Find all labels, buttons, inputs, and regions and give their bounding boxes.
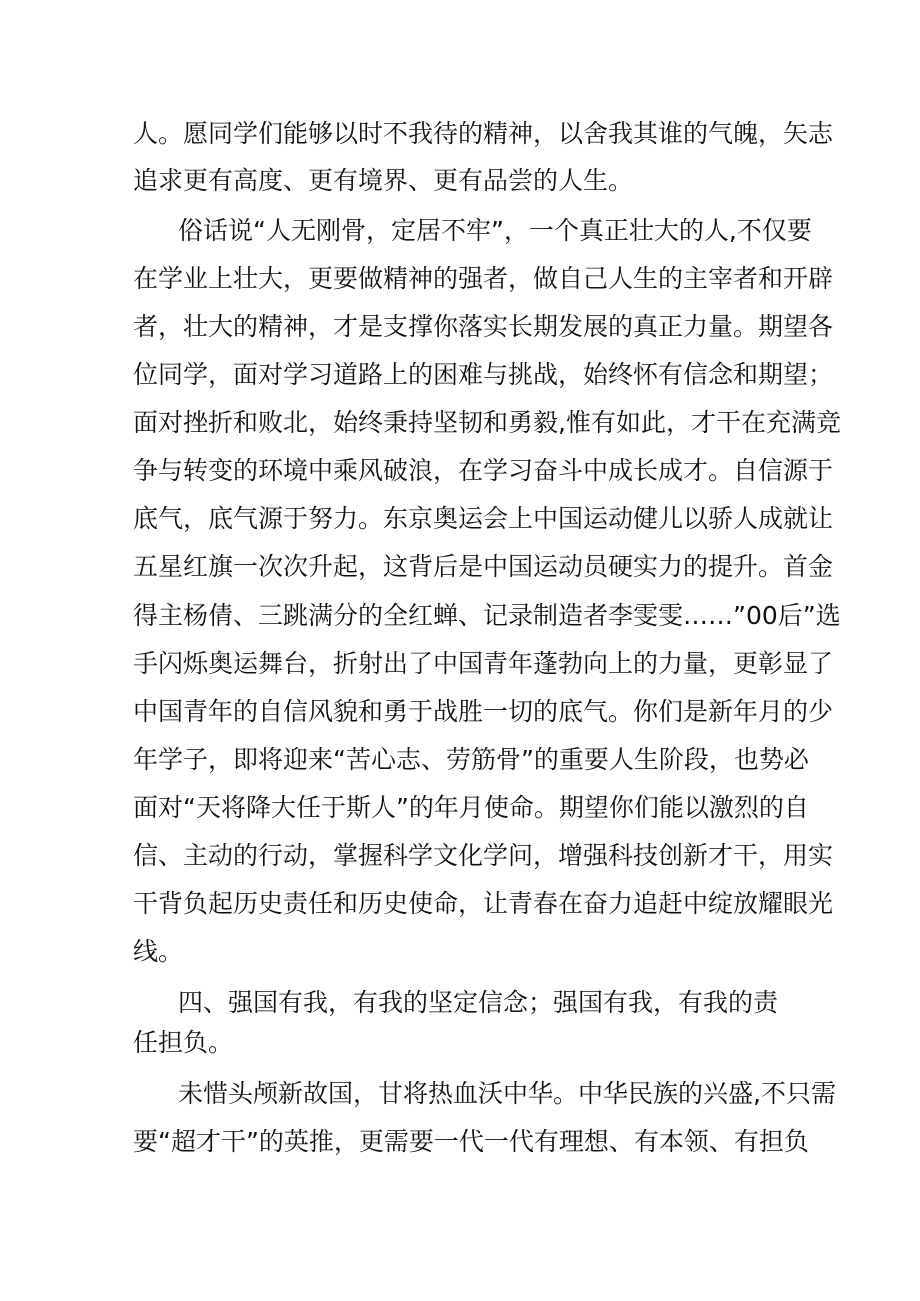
section-heading: 四、强国有我，有我的坚定信念；强国有我，有我的责 — [178, 988, 779, 1017]
text-line: 追求更有高度、更有境界、更有品尝的人生。 — [133, 166, 634, 195]
paragraph-first-line: 俗话说“人无刚骨，定居不牢”，一个真正壮大的人,不仅要 — [178, 216, 812, 245]
text-line: 者，壮大的精神，才是支撑你落实长期发展的真正力量。期望各 — [133, 312, 834, 341]
text-line: 手闪烁奥运舞台，折射出了中国青年蓬勃向上的力量，更彰显了 — [133, 649, 834, 678]
text-line: 要“超才干”的英推，更需要一代一代有理想、有本领、有担负 — [133, 1127, 809, 1156]
text-line: 人。愿同学们能够以时不我待的精神，以舍我其谁的气魄，矢志 — [133, 119, 834, 148]
text-line: 底气，底气源于努力。东京奥运会上中国运动健儿以骄人成就让 — [133, 504, 834, 533]
text-line: 五星红旗一次次升起，这背后是中国运动员硬实力的提升。首金 — [133, 552, 834, 581]
paragraph-first-line: 未惜头颅新故国，甘将热血沃中华。中华民族的兴盛,不只需 — [178, 1079, 836, 1108]
text-line: 中国青年的自信风貌和勇于战胜一切的底气。你们是新年月的少 — [133, 697, 834, 726]
text-line: 在学业上壮大，更要做精神的强者，做自己人生的主宰者和开辟 — [133, 264, 834, 293]
text-line: 年学子，即将迎来“苦心志、劳筋骨”的重要人生阶段，也势必 — [133, 745, 809, 774]
text-line: 争与转变的环境中乘风破浪，在学习奋斗中成长成才。自信源于 — [133, 456, 834, 485]
text-line: 位同学，面对学习道路上的困难与挑战，始终怀有信念和期望； — [133, 360, 834, 389]
section-heading-continuation: 任担负。 — [133, 1028, 234, 1057]
text-line: 面对“天将降大任于斯人”的年月使命。期望你们能以激烈的自 — [133, 793, 809, 822]
text-line: 面对挫折和败北，始终秉持坚韧和勇毅,惟有如此，才干在充满竞 — [133, 408, 841, 437]
text-line: 线。 — [133, 937, 184, 966]
text-line: 得主杨倩、三跳满分的全红蝉、记录制造者李雯雯……”00后”选 — [133, 601, 841, 630]
text-line: 信、主动的行动，掌握科学文化学问，增强科技创新才干，用实 — [133, 841, 834, 870]
text-line: 干背负起历史责任和历史使命，让青春在奋力追赶中绽放耀眼光 — [133, 889, 834, 918]
